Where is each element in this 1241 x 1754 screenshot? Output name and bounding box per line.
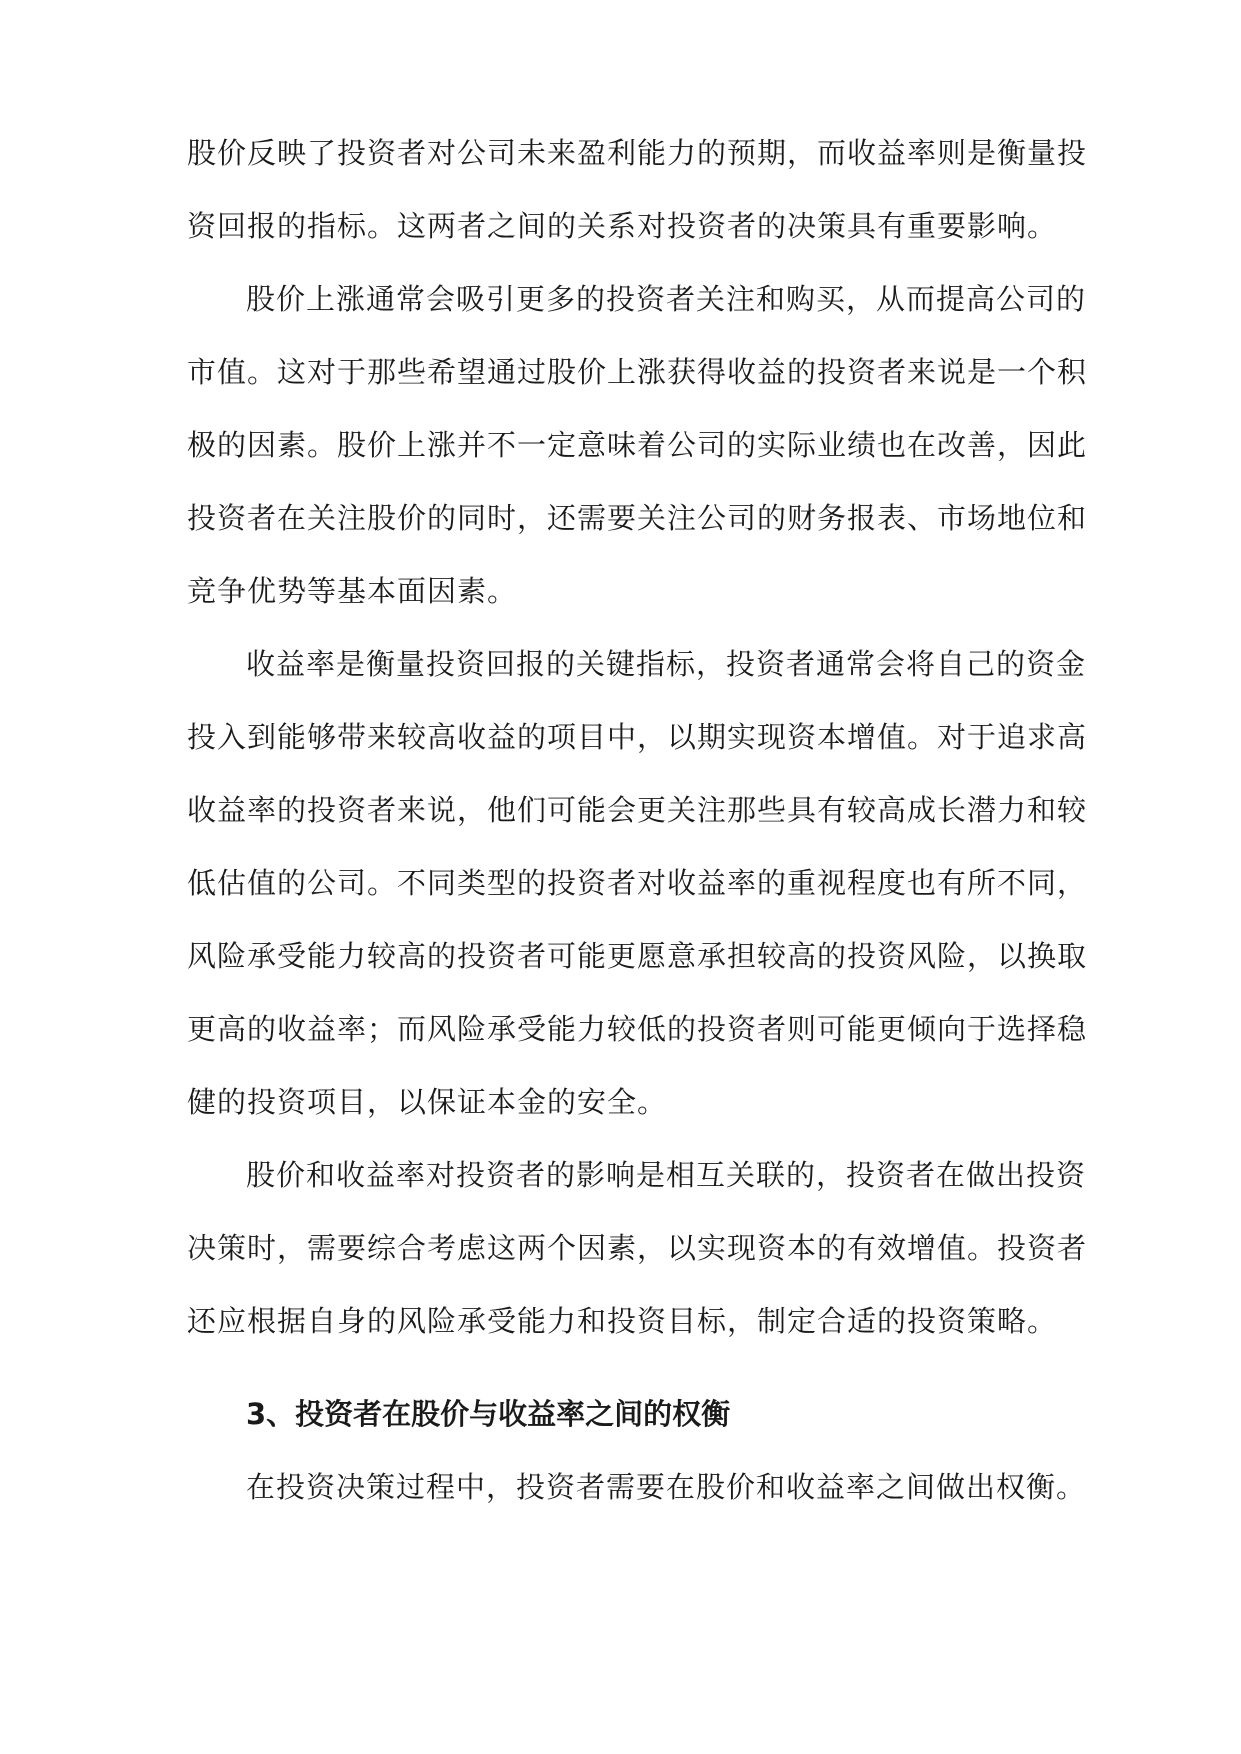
paragraph-line: 健的投资项目，以保证本金的安全。	[187, 1085, 668, 1119]
paragraph-line: 收益率的投资者来说，他们可能会更关注那些具有较高成长潜力和较	[187, 793, 1088, 827]
paragraph-line: 决策时，需要综合考虑这两个因素，以实现资本的有效增值。投资者	[187, 1231, 1088, 1265]
paragraph-line: 更高的收益率；而风险承受能力较低的投资者则可能更倾向于选择稳	[187, 1012, 1088, 1046]
paragraph-line: 还应根据自身的风险承受能力和投资目标，制定合适的投资策略。	[187, 1304, 1058, 1338]
paragraph-line: 竞争优势等基本面因素。	[187, 574, 518, 608]
paragraph-line: 极的因素。股价上涨并不一定意味着公司的实际业绩也在改善，因此	[187, 428, 1088, 462]
paragraph-line: 市值。这对于那些希望通过股价上涨获得收益的投资者来说是一个积	[187, 355, 1088, 389]
paragraph-line: 投资者在关注股价的同时，还需要关注公司的财务报表、市场地位和	[187, 501, 1088, 535]
paragraph-line: 收益率是衡量投资回报的关键指标，投资者通常会将自己的资金	[246, 647, 1087, 681]
section-heading: 3、投资者在股价与收益率之间的权衡	[246, 1397, 731, 1431]
paragraph-line: 股价反映了投资者对公司未来盈利能力的预期，而收益率则是衡量投	[187, 136, 1088, 170]
paragraph-line: 在投资决策过程中，投资者需要在股价和收益率之间做出权衡。	[246, 1470, 1087, 1504]
paragraph-line: 股价上涨通常会吸引更多的投资者关注和购买，从而提高公司的	[246, 282, 1087, 316]
paragraph-line: 投入到能够带来较高收益的项目中，以期实现资本增值。对于追求高	[187, 720, 1088, 754]
paragraph-line: 资回报的指标。这两者之间的关系对投资者的决策具有重要影响。	[187, 209, 1058, 243]
paragraph-line: 低估值的公司。不同类型的投资者对收益率的重视程度也有所不同，	[187, 866, 1088, 900]
paragraph-line: 风险承受能力较高的投资者可能更愿意承担较高的投资风险，以换取	[187, 939, 1088, 973]
paragraph-line: 股价和收益率对投资者的影响是相互关联的，投资者在做出投资	[246, 1158, 1087, 1192]
